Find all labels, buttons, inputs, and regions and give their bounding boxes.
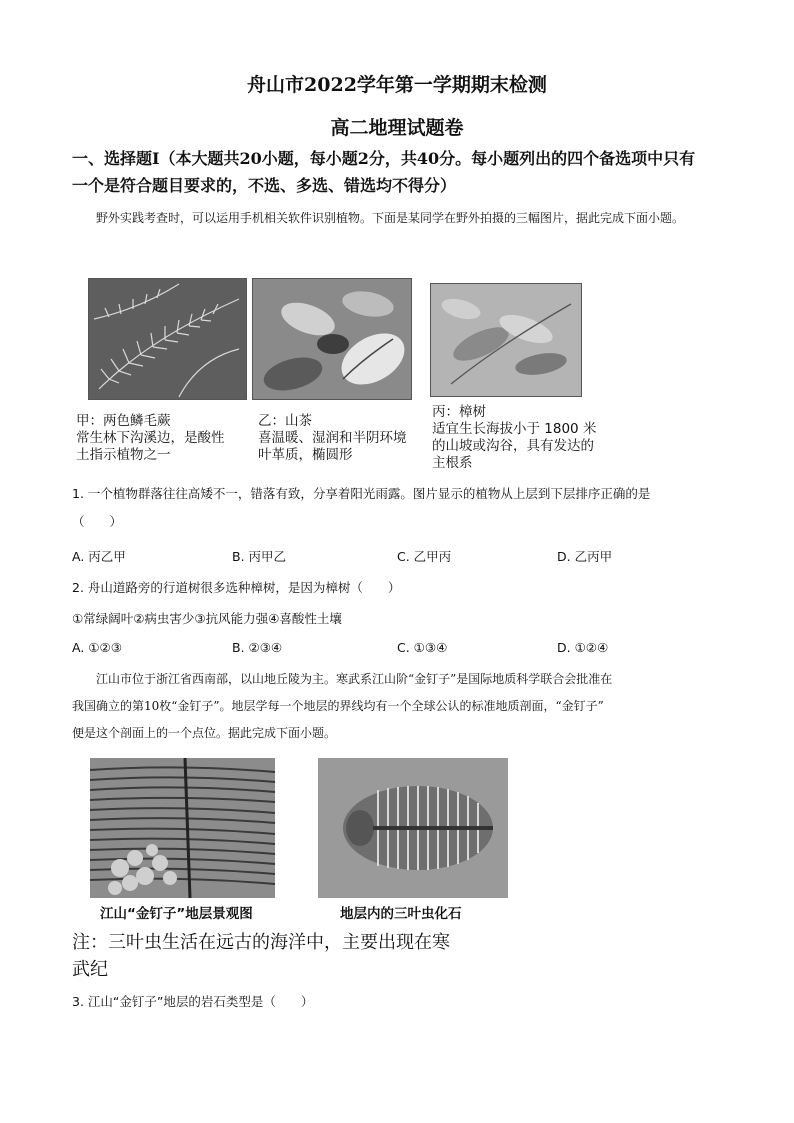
- plant-caption-camphor-name: 丙：樟树: [432, 404, 486, 420]
- plant-caption-camphor: [432, 404, 607, 472]
- strata-illustration: [90, 758, 275, 898]
- note: [72, 929, 542, 983]
- question-1: [72, 484, 732, 532]
- q1-option-d[interactable]: D. 乙丙甲: [557, 549, 613, 564]
- q1-option-a[interactable]: A. 丙乙甲: [72, 549, 126, 564]
- intro-paragraph-1: 野外实践考查时，可以运用手机相关软件识别植物。下面是某同学在野外拍摄的三幅图片，据此完成下面小题。: [96, 211, 685, 225]
- question-1-stem: 1. 一个植物群落往往高矮不一，错落有致，分享着阳光雨露。图片显示的植物从上层到下层排序正确的是: [72, 486, 651, 501]
- exam-subtitle: 高二地理试题卷: [330, 117, 464, 139]
- section-heading-line2: 一个是符合题目要求的，不选、多选、错选均不得分）: [72, 176, 457, 195]
- q1-option-b[interactable]: B. 丙甲乙: [232, 549, 287, 564]
- plant-caption-camphor-line1: 适宜生长海拔小于 1800 米: [432, 421, 597, 437]
- plant-caption-camphor-line2: 的山坡或沟谷，具有发达的: [432, 438, 594, 454]
- plant-caption-fern: [76, 413, 246, 464]
- plant-caption-camellia-line1: 喜温暖、湿润和半阴环境: [258, 430, 407, 446]
- plant-caption-fern-name: 甲：两色鳞毛蕨: [76, 413, 171, 429]
- q2-option-c[interactable]: C. ①③④: [397, 640, 448, 655]
- note-line1: 注：三叶虫生活在远古的海洋中，主要出现在寒: [72, 932, 450, 953]
- camellia-photo: [252, 278, 412, 400]
- plant-caption-fern-line1: 常生林下沟溪边，是酸性: [76, 430, 225, 446]
- q1-option-c[interactable]: C. 乙甲丙: [397, 549, 452, 564]
- camphor-illustration: [431, 284, 581, 396]
- plant-caption-camellia-name: 乙：山茶: [258, 413, 312, 429]
- note-line2: 武纪: [72, 959, 108, 980]
- q2-option-a[interactable]: A. ①②③: [72, 640, 122, 655]
- plant-caption-camellia-line2: 叶革质，椭圆形: [258, 447, 353, 463]
- intro-2-line3: 便是这个剖面上的一个点位。据此完成下面小题。: [72, 726, 337, 740]
- fern-illustration: [89, 279, 246, 399]
- plant-caption-fern-line2: 土指示植物之一: [76, 447, 171, 463]
- question-2-items: ①常绿阔叶②病虫害少③抗风能力强④喜酸性土壤: [72, 611, 342, 626]
- question-1-paren: （ ）: [72, 514, 123, 529]
- plant-caption-camphor-line3: 主根系: [432, 455, 473, 471]
- camellia-illustration: [253, 279, 411, 399]
- intro-2-line1: 江山市位于浙江省西南部，以山地丘陵为主。寒武系江山阶“金钉子”是国际地质科学联合会批准在: [96, 672, 613, 686]
- camphor-photo: [430, 283, 582, 397]
- q2-option-b[interactable]: B. ②③④: [232, 640, 283, 655]
- trilobite-illustration: [318, 758, 508, 898]
- exam-title: 舟山市2022学年第一学期期末检测: [247, 74, 547, 96]
- plant-caption-camellia: [258, 413, 433, 464]
- intro-paragraph-2: [72, 666, 722, 747]
- strata-caption: 江山“金钉子”地层景观图: [100, 906, 253, 922]
- fern-photo: [88, 278, 247, 400]
- q2-option-d[interactable]: D. ①②④: [557, 640, 609, 655]
- trilobite-photo: [318, 758, 508, 898]
- section-heading: [72, 145, 732, 199]
- question-3-stem: 3. 江山“金钉子”地层的岩石类型是（ ）: [72, 994, 314, 1009]
- trilobite-caption: 地层内的三叶虫化石: [340, 906, 462, 922]
- intro-2-line2: 我国确立的第10枚“金钉子”。地层学每一个地层的界线均有一个全球公认的标准地质剖面，“金钉子”: [72, 699, 604, 713]
- question-2-stem: 2. 舟山道路旁的行道树很多选种樟树，是因为樟树（ ）: [72, 580, 401, 595]
- section-heading-line1: 一、选择题Ⅰ（本大题共20小题，每小题2分，共40分。每小题列出的四个备选项中只有: [72, 149, 696, 168]
- strata-photo: [90, 758, 275, 898]
